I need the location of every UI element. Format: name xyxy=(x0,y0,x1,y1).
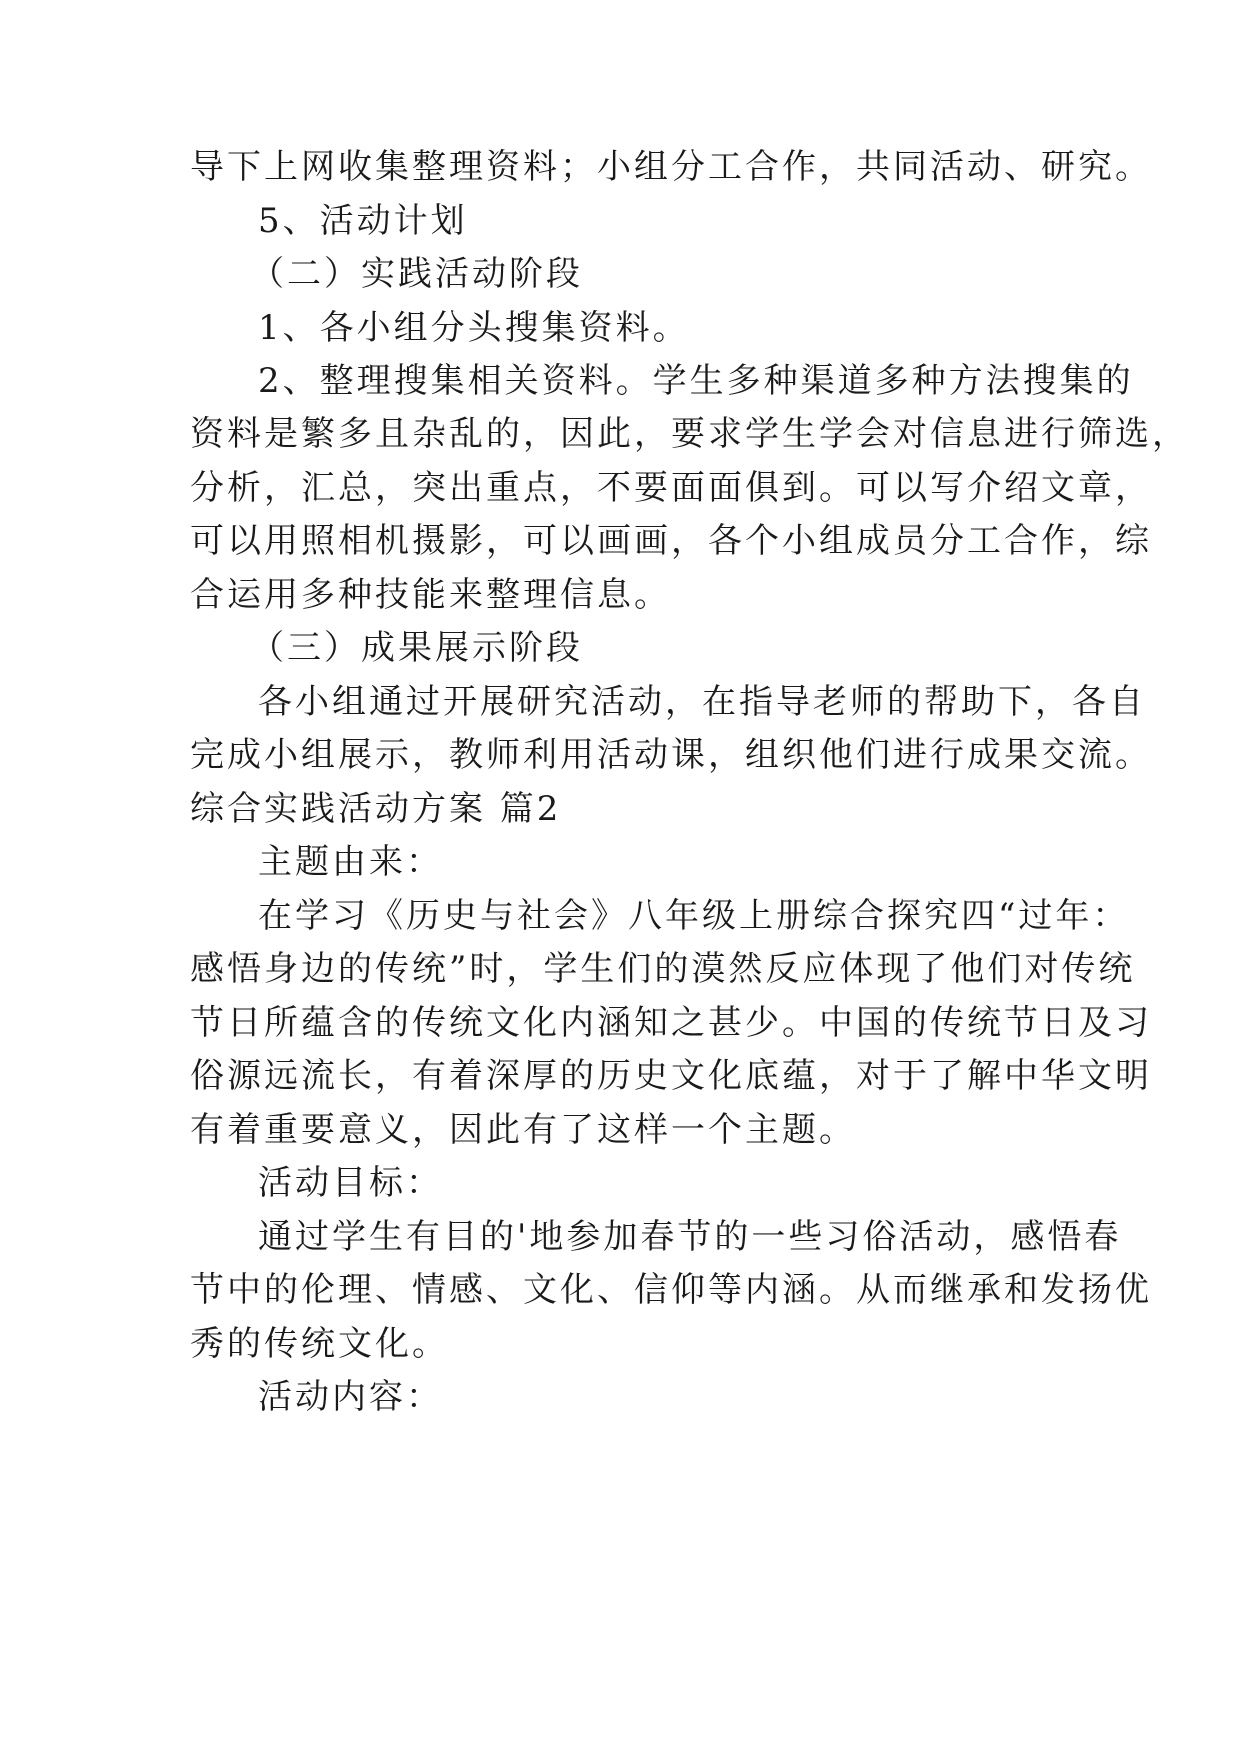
paragraph-line: 导下上网收集整理资料；小组分工合作，共同活动、研究。 xyxy=(190,147,1152,187)
paragraph-line: 合运用多种技能来整理信息。 xyxy=(190,575,671,615)
plan-heading: 5、活动计划 xyxy=(258,201,468,241)
section-heading: （三）成果展示阶段 xyxy=(250,628,583,668)
paragraph-line: 俗源远流长，有着深厚的历史文化底蕴，对于了解中华文明 xyxy=(190,1056,1152,1096)
paragraph-line: 资料是繁多且杂乱的，因此，要求学生学会对信息进行筛选， xyxy=(190,414,1189,454)
paragraph-line: 1、各小组分头搜集资料。 xyxy=(258,308,690,348)
paragraph-line: 有着重要意义，因此有了这样一个主题。 xyxy=(190,1110,856,1150)
paragraph-line: 节日所蕴含的传统文化内涵知之甚少。中国的传统节日及习 xyxy=(190,1003,1152,1043)
section-heading: （二）实践活动阶段 xyxy=(250,254,583,294)
paragraph-line: 通过学生有目的'地参加春节的一些习俗活动，感悟春 xyxy=(258,1217,1122,1257)
paragraph-line: 节中的伦理、情感、文化、信仰等内涵。从而继承和发扬优 xyxy=(190,1270,1152,1310)
subheading: 活动目标： xyxy=(258,1163,443,1203)
paragraph-line: 完成小组展示，教师利用活动课，组织他们进行成果交流。 xyxy=(190,735,1152,775)
paragraph-line: 感悟身边的传统”时，学生们的漠然反应体现了他们对传统 xyxy=(190,949,1136,989)
article-title: 综合实践活动方案 篇2 xyxy=(190,789,562,829)
subheading: 主题由来： xyxy=(258,842,443,882)
paragraph-line: 2、整理搜集相关资料。学生多种渠道多种方法搜集的 xyxy=(258,361,1134,401)
paragraph-line: 可以用照相机摄影，可以画画，各个小组成员分工合作，综 xyxy=(190,521,1152,561)
paragraph-line: 在学习《历史与社会》八年级上册综合探究四“过年： xyxy=(258,896,1130,936)
paragraph-line: 各小组通过开展研究活动，在指导老师的帮助下，各自 xyxy=(258,682,1146,722)
subheading: 活动内容： xyxy=(258,1377,443,1417)
paragraph-line: 分析，汇总，突出重点，不要面面俱到。可以写介绍文章， xyxy=(190,468,1152,508)
paragraph-line: 秀的传统文化。 xyxy=(190,1324,449,1364)
